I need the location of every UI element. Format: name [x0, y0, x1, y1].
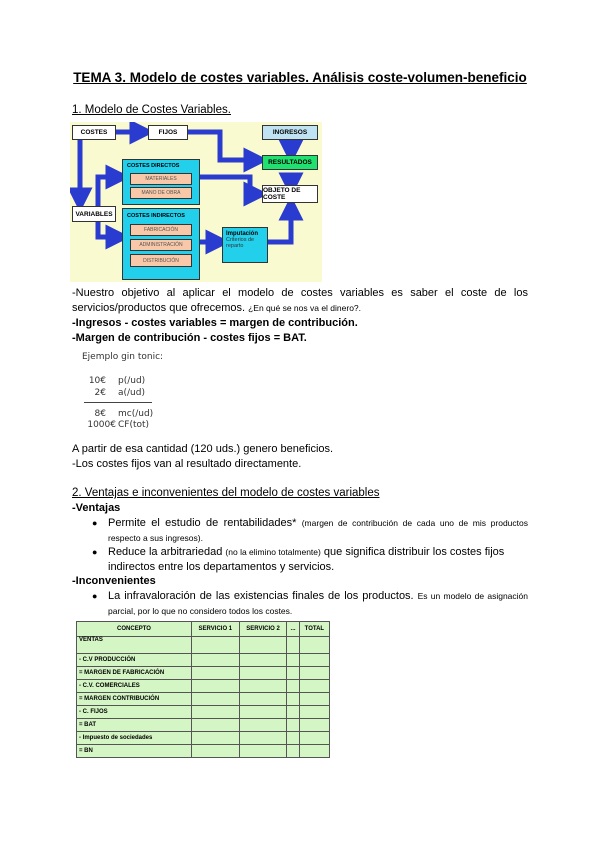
imputacion-text: Criterios de reparto [226, 237, 255, 249]
inconvenientes-label: -Inconvenientes [72, 575, 156, 587]
table-row-label: = BAT [77, 719, 192, 732]
table-row [77, 680, 330, 693]
arrow-imputacion-objeto [266, 208, 291, 242]
variables-box: VARIABLES [72, 206, 116, 222]
section1-heading: 1. Modelo de Costes Variables. [72, 104, 231, 116]
ventaja-1-text: Permite el estudio de rentabilidades* [108, 517, 297, 529]
imputacion-box [222, 227, 268, 263]
table-header: ... [287, 622, 299, 637]
table-row [77, 732, 330, 745]
example-label-p: p(/ud) [118, 376, 146, 386]
table-row [77, 693, 330, 706]
example-val-p: 10€ [88, 376, 106, 386]
ventaja-2-note: (no la elimino totalmente) [225, 547, 321, 557]
paragraph-break-even: A partir de esa cantidad (120 uds.) genero beneficios. [72, 443, 334, 455]
table-row [77, 745, 330, 758]
table-header: SERVICIO 2 [239, 622, 287, 637]
formula-margin: -Ingresos - costes variables = margen de contribución. [72, 317, 358, 329]
costes-indirectos-box [122, 208, 200, 280]
distribucion-item: DISTRIBUCIÓN [130, 254, 192, 267]
ventaja-2-text-a: Reduce la arbitrariedad [108, 546, 223, 558]
ventaja-2-text-b: que significa distribuir los costes fijos indirectos entre los departamentos y servicios. [108, 546, 505, 573]
paragraph-fixed-costs: -Los costes fijos van al resultado directamente. [72, 458, 302, 470]
table-row [77, 667, 330, 680]
ingresos-box: INGRESOS [262, 125, 318, 140]
table-row-label: - Impuesto de sociedades [77, 732, 192, 745]
table-row [77, 719, 330, 732]
cost-table [76, 621, 330, 758]
table-row-label: - C.V PRODUCCIÓN [77, 654, 192, 667]
table-row-label: - C.V. COMERCIALES [77, 680, 192, 693]
cost-model-diagram [70, 122, 322, 282]
table-header-row [77, 622, 330, 637]
bullet-dot: ● [92, 591, 98, 601]
example-val-a: 2€ [94, 388, 106, 398]
costes-box: COSTES [72, 125, 116, 140]
resultados-box: RESULTADOS [262, 155, 318, 170]
table-header: SERVICIO 1 [192, 622, 240, 637]
fijos-box: FIJOS [148, 125, 188, 140]
ventaja-1-note: (margen de contribución de cada uno de mis productos respecto a sus ingresos). [108, 518, 528, 543]
example-val-cf: 1000€ [87, 420, 116, 430]
table-header: CONCEPTO [77, 622, 192, 637]
table-row-label: = MARGEN CONTRIBUCIÓN [77, 693, 192, 706]
section2-heading: 2. Ventajas e inconvenientes del modelo de costes variables [72, 487, 380, 499]
fabricacion-item: FABRICACIÓN [130, 224, 192, 236]
table-row [77, 637, 330, 654]
example-label-a: a(/ud) [118, 388, 145, 398]
materiales-item: MATERIALES [130, 173, 192, 185]
imputacion-title: Imputación [226, 231, 259, 237]
table-row-label: = MARGEN DE FABRICACIÓN [77, 667, 192, 680]
costes-directos-box [122, 159, 200, 205]
page-title: TEMA 3. Modelo de costes variables. Análisis coste-volumen-beneficio [73, 70, 527, 85]
bullet-dot: ● [92, 518, 98, 528]
arrow-directos-objeto [200, 177, 256, 194]
example-title: Ejemplo gin tonic: [82, 352, 164, 362]
example-label-cf: CF(tot) [118, 420, 150, 430]
costes-indirectos-title: COSTES INDIRECTOS [127, 213, 185, 219]
costes-directos-title: COSTES DIRECTOS [127, 163, 180, 169]
table-header: TOTAL [299, 622, 329, 637]
mano-obra-item: MANO DE OBRA [130, 187, 192, 199]
arrow-fijos-resultados [188, 132, 256, 160]
example-divider [84, 402, 152, 403]
table-row [77, 706, 330, 719]
arrow-variables-indirectos [98, 222, 118, 237]
formula-bat: -Margen de contribución - costes fijos = BAT. [72, 332, 307, 344]
ventaja-2 [108, 545, 528, 575]
inconveniente-1-text: La infravaloración de las existencias finales de los productos. [108, 590, 414, 602]
objective-note: ¿En qué se nos va el dinero?. [248, 303, 362, 313]
table-row-label: VENTAS [77, 637, 192, 654]
example-label-mc: mc(/ud) [118, 409, 154, 419]
bullet-dot: ● [92, 547, 98, 557]
ventajas-label: -Ventajas [72, 502, 121, 514]
objeto-coste-box: OBJETO DE COSTE [262, 185, 318, 203]
inconveniente-1 [108, 589, 528, 619]
table-row [77, 654, 330, 667]
paragraph-objective [72, 286, 528, 316]
example-val-mc: 8€ [94, 409, 106, 419]
table-row-label: - C. FIJOS [77, 706, 192, 719]
table-row-label: = BN [77, 745, 192, 758]
ventaja-1 [108, 516, 528, 546]
administracion-item: ADMINISTRACIÓN [130, 239, 192, 251]
inconveniente-1-note: Es un modelo de asignación parcial, por lo que no considero todos los costes. [108, 591, 528, 616]
arrow-variables-directos [98, 177, 118, 206]
objective-text: -Nuestro objetivo al aplicar el modelo de costes variables es saber el coste de los servicios/productos que ofrecemos. [72, 287, 528, 314]
